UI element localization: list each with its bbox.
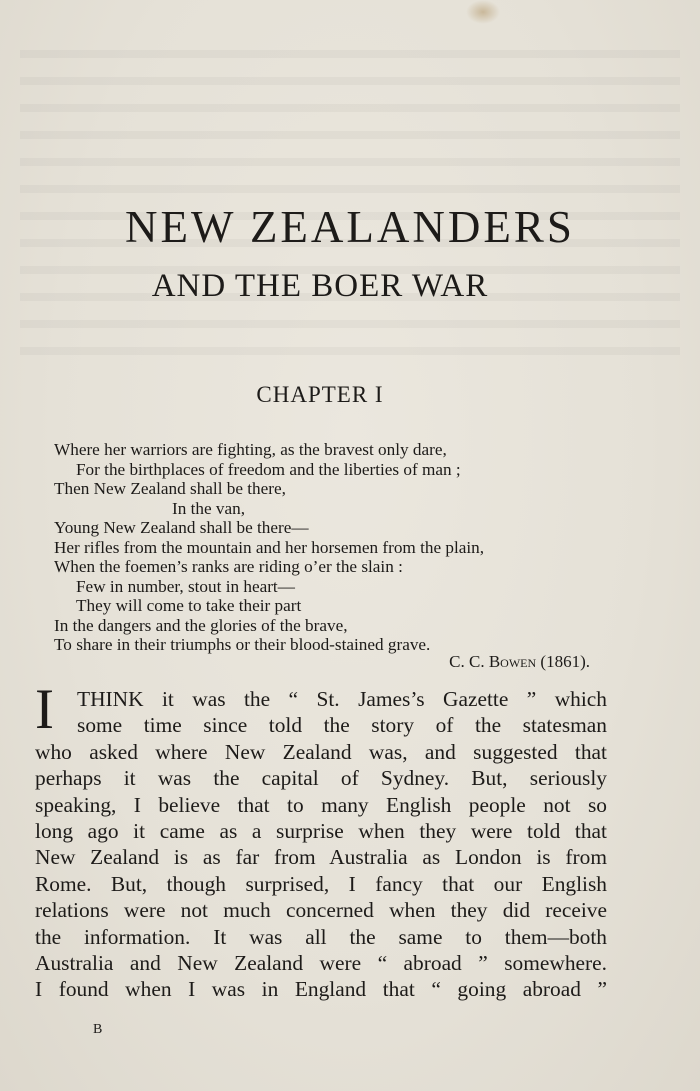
poem-line: Where her warriors are fighting, as the bravest only dare,: [54, 440, 447, 459]
poem-line: Young New Zealand shall be there—: [54, 518, 309, 537]
poem-line: For the birthplaces of freedom and the liberties of man ;: [76, 459, 461, 479]
body-line: New Zealand is as far from Australia as London is from: [35, 845, 607, 870]
poem-line: They will come to take their part: [76, 596, 302, 615]
body-line: relations were not much concerned when they did receive: [35, 898, 607, 923]
body-line: long ago it came as a surprise when they were told that: [35, 819, 607, 844]
body-line: THINK it was the “ St. James’s Gazette ” which: [77, 687, 607, 711]
poem-line: To share in their triumphs or their blood-stained grave.: [54, 635, 431, 654]
body-line: the information. It was all the same to them—both: [35, 924, 607, 949]
poem-attribution: [400, 651, 590, 673]
body-line: I found when I was in England that “ going abroad ”: [35, 977, 607, 1002]
book-subtitle: AND THE BOER WAR: [151, 268, 489, 304]
epigraph-poem: [54, 440, 614, 655]
poem-line: Then New Zealand shall be there,: [54, 479, 286, 498]
poem-line: Her rifles from the mountain and her horsemen from the plain,: [54, 537, 485, 557]
body-line: speaking, I believe that to many English people not so: [35, 792, 607, 817]
body-line: some time since told the story of the statesman: [77, 713, 607, 738]
attribution-initials: C. C.: [449, 652, 485, 671]
attribution-year: (1861).: [540, 652, 590, 671]
body-line: Rome. But, though surprised, I fancy that our English: [35, 871, 607, 896]
body-line: Australia and New Zealand were “ abroad ” somewhere.: [35, 951, 607, 976]
paper-stain: [466, 0, 500, 24]
book-title: NEW ZEALANDERS: [125, 202, 575, 252]
chapter-heading: CHAPTER I: [256, 382, 384, 407]
body-paragraph: [35, 686, 607, 1003]
poem-line: In the van,: [172, 498, 246, 518]
body-line: who asked where New Zealand was, and suggested that: [35, 739, 607, 764]
poem-line: When the foemen’s ranks are riding o’er the slain :: [54, 557, 403, 576]
signature-mark: B: [93, 1022, 104, 1037]
attribution-name: Bowen: [488, 652, 537, 671]
poem-line: Few in number, stout in heart—: [76, 576, 295, 596]
poem-line: In the dangers and the glories of the brave,: [54, 615, 348, 635]
drop-cap: I: [35, 678, 54, 741]
body-line: perhaps it was the capital of Sydney. But, seriously: [35, 766, 607, 791]
